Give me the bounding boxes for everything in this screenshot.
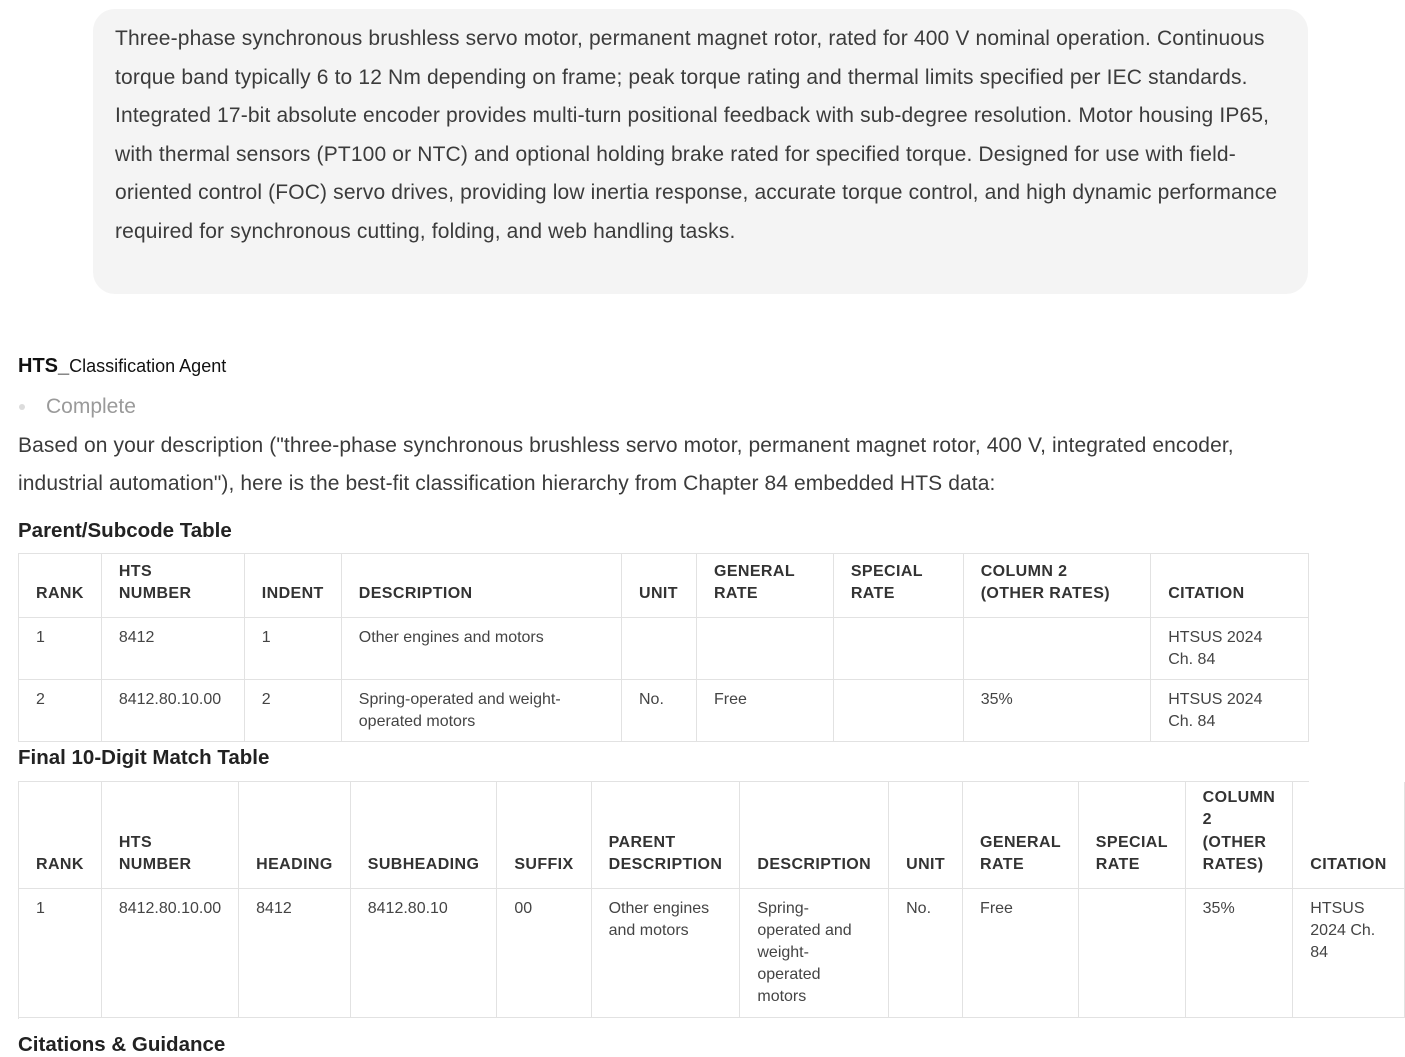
table-cell bbox=[1078, 888, 1185, 1017]
table-row bbox=[19, 679, 1309, 741]
table-header-row bbox=[19, 782, 1404, 888]
column-header: PARENT DESCRIPTION bbox=[591, 782, 740, 888]
column-header: GENERAL RATE bbox=[963, 782, 1079, 888]
parent-table-title: Parent/Subcode Table bbox=[18, 519, 232, 542]
table-cell: 8412.80.10 bbox=[350, 888, 497, 1017]
table-cell: 2 bbox=[244, 679, 341, 741]
final-table-container[interactable] bbox=[18, 781, 1387, 1019]
table-cell bbox=[833, 617, 963, 679]
table-cell: HTSUS 2024 Ch. 84 bbox=[1293, 888, 1404, 1017]
column-header: RANK bbox=[19, 782, 101, 888]
table-cell: Spring-operated and weight-operated motors bbox=[740, 888, 889, 1017]
column-header: UNIT bbox=[889, 782, 963, 888]
column-header: RANK bbox=[19, 554, 101, 617]
column-header: SPECIAL RATE bbox=[1078, 782, 1185, 888]
table-cell bbox=[696, 617, 833, 679]
table-cell: 1 bbox=[244, 617, 341, 679]
column-header: SPECIAL RATE bbox=[833, 554, 963, 617]
column-header: SUFFIX bbox=[497, 782, 591, 888]
table-cell: 8412.80.10.00 bbox=[101, 679, 244, 741]
final-match-table bbox=[19, 782, 1405, 1018]
final-table-title: Final 10-Digit Match Table bbox=[18, 746, 270, 769]
table-cell: No. bbox=[621, 679, 696, 741]
table-cell: 00 bbox=[497, 888, 591, 1017]
agent-title-prefix: HTS_ bbox=[18, 355, 70, 377]
table-cell bbox=[621, 617, 696, 679]
user-message-text: Three-phase synchronous brushless servo motor, permanent magnet rotor, rated for 400 V nominal operation. Continuous torque band typically 6 to 12 Nm depending on frame; peak torque rating and thermal limits specified per IEC standards. Integrated 17-bit absolute encoder provides multi-turn positional feedback with sub-degree resolution. Motor housing IP65, with thermal sensors (PT100 or NTC) and optional holding brake rated for specified torque. Designed for use with field-oriented control (FOC) servo drives, providing low inertia response, accurate torque control, and high dynamic performance required for synchronous cutting, folding, and web handling tasks. bbox=[115, 27, 1278, 243]
table-cell: 1 bbox=[19, 617, 101, 679]
table-row bbox=[19, 617, 1309, 679]
table-cell: HTSUS 2024 Ch. 84 bbox=[1151, 679, 1309, 741]
table-cell: 35% bbox=[963, 679, 1151, 741]
column-header: DESCRIPTION bbox=[341, 554, 621, 617]
table-cell: 1 bbox=[19, 888, 101, 1017]
agent-title bbox=[18, 355, 226, 383]
table-cell: Spring-operated and weight-operated motors bbox=[341, 679, 621, 741]
status-dot-icon bbox=[19, 404, 25, 410]
table-cell: 8412.80.10.00 bbox=[101, 888, 238, 1017]
table-cell bbox=[963, 617, 1151, 679]
column-header: COLUMN 2 (OTHER RATES) bbox=[1185, 782, 1293, 888]
agent-title-name: Classification Agent bbox=[69, 356, 227, 376]
table-cell: Free bbox=[963, 888, 1079, 1017]
user-message-bubble bbox=[93, 9, 1308, 294]
column-header: CITATION bbox=[1151, 554, 1309, 617]
table-row bbox=[19, 888, 1404, 1017]
next-section-title: Citations & Guidance bbox=[18, 1033, 226, 1056]
column-header: HTS NUMBER bbox=[101, 554, 244, 617]
table-cell: 35% bbox=[1185, 888, 1293, 1017]
table-cell: 8412 bbox=[239, 888, 351, 1017]
table-cell: No. bbox=[889, 888, 963, 1017]
column-header: HTS NUMBER bbox=[101, 782, 238, 888]
agent-intro-text: Based on your description ("three-phase synchronous brushless servo motor, permanent magnet rotor, 400 V, integrated encoder, industrial automation"), here is the best-fit classification hierarchy from Chapter 84 embedded HTS data: bbox=[18, 434, 1234, 495]
agent-status bbox=[18, 393, 136, 421]
column-header: HEADING bbox=[239, 782, 351, 888]
column-header: DESCRIPTION bbox=[740, 782, 889, 888]
column-header: UNIT bbox=[621, 554, 696, 617]
table-cell: 8412 bbox=[101, 617, 244, 679]
parent-subcode-table bbox=[19, 554, 1309, 742]
column-header: GENERAL RATE bbox=[696, 554, 833, 617]
table-header-row bbox=[19, 554, 1309, 617]
table-cell: 2 bbox=[19, 679, 101, 741]
table-cell: Other engines and motors bbox=[341, 617, 621, 679]
status-label: Complete bbox=[46, 395, 136, 418]
column-header: SUBHEADING bbox=[350, 782, 497, 888]
table-cell: HTSUS 2024 Ch. 84 bbox=[1151, 617, 1309, 679]
table-cell: Other engines and motors bbox=[591, 888, 740, 1017]
column-header: CITATION bbox=[1293, 782, 1404, 888]
table-cell bbox=[833, 679, 963, 741]
column-header: COLUMN 2 (OTHER RATES) bbox=[963, 554, 1151, 617]
column-header: INDENT bbox=[244, 554, 341, 617]
table-cell: Free bbox=[696, 679, 833, 741]
parent-table-container[interactable] bbox=[18, 553, 1309, 742]
